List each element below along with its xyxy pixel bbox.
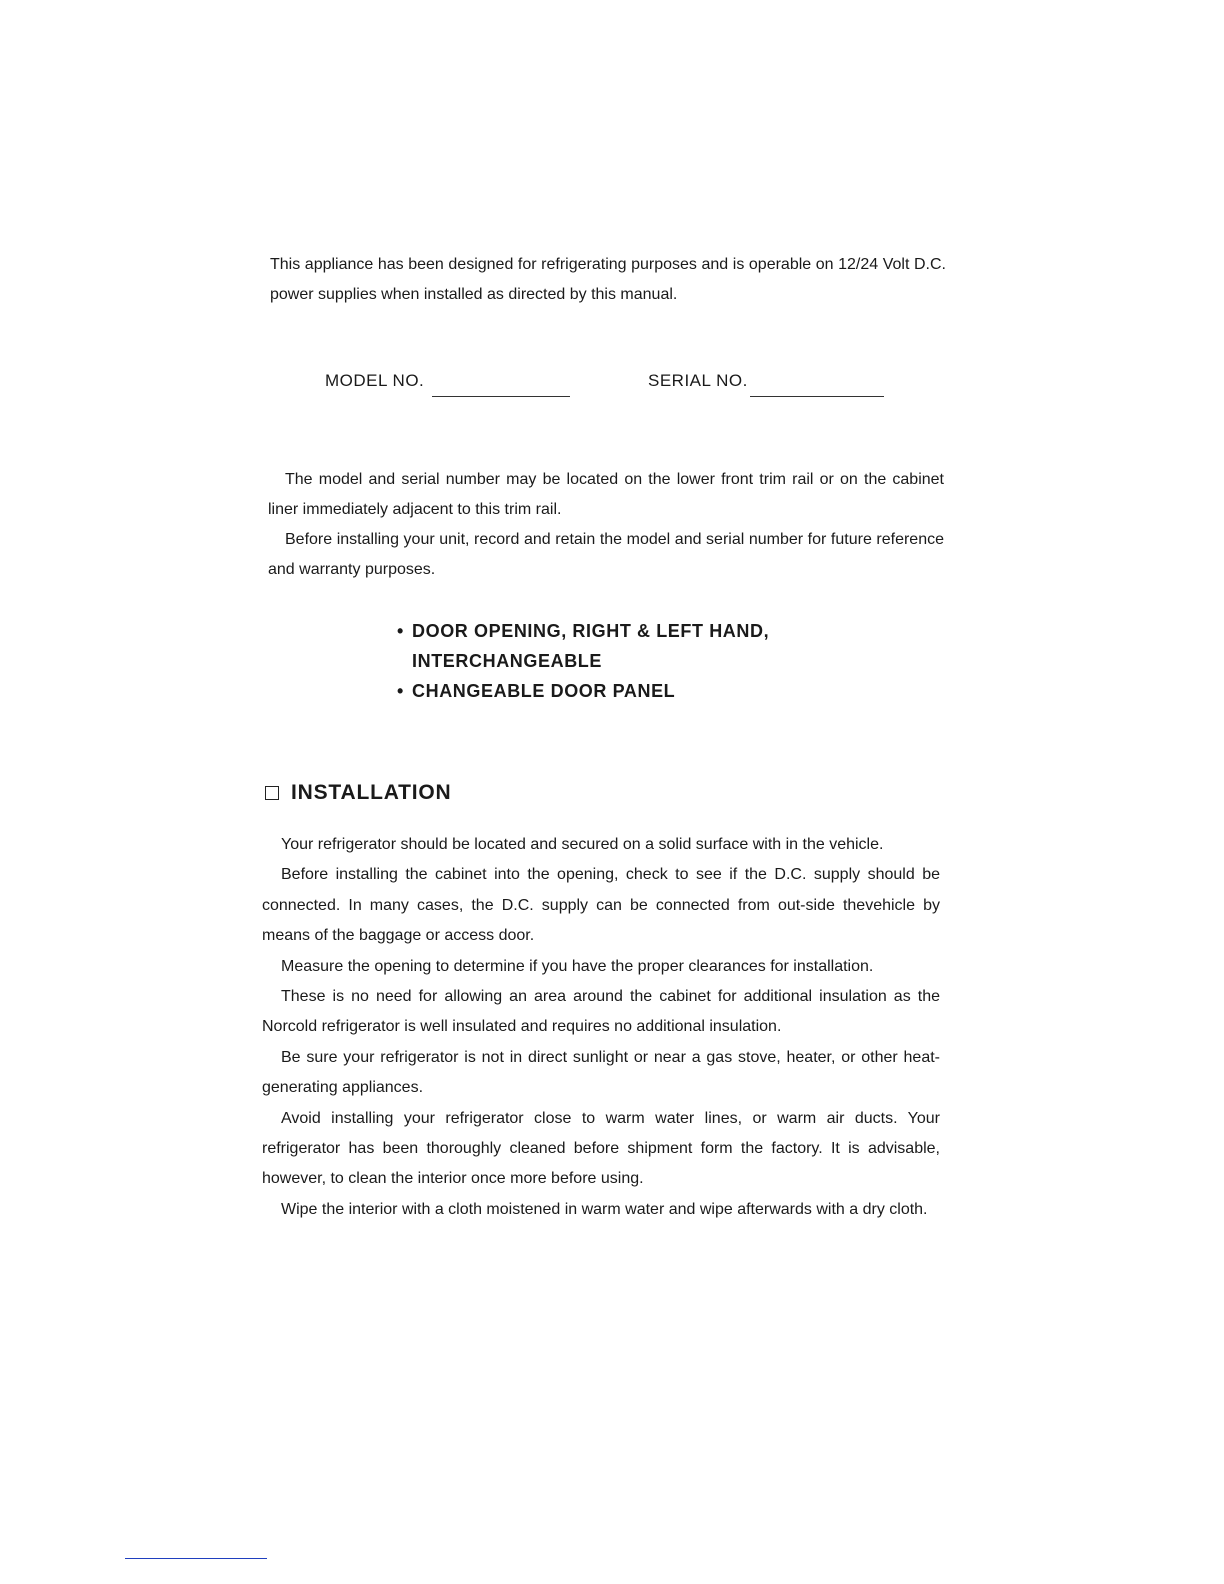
installation-paragraph: Measure the opening to determine if you have the proper clearances for installation.	[281, 957, 874, 975]
checkbox-square-icon	[265, 786, 279, 800]
bullet-icon: •	[397, 621, 404, 641]
serial-number-blank	[750, 376, 884, 397]
serial-number-field	[648, 370, 884, 391]
installation-paragraph: These is no need for allowing an area around the cabinet for additional insulation as the Norcold refrigerator is well insulated and requires no additional insulation.	[262, 988, 940, 1036]
location-paragraph: Before installing your unit, record and retain the model and serial number for future reference and warranty purposes.	[268, 531, 944, 578]
footnote-divider	[125, 1558, 267, 1559]
identification-fields	[325, 370, 925, 406]
feature-item	[397, 676, 812, 706]
installation-section	[262, 830, 940, 1225]
bullet-icon: •	[397, 681, 404, 701]
feature-text: CHANGEABLE DOOR PANEL	[412, 681, 676, 701]
model-number-blank	[432, 376, 570, 397]
feature-item	[397, 616, 812, 676]
section-heading	[265, 781, 451, 805]
intro-paragraph: This appliance has been designed for refrigerating purposes and is operable on 12/24 Volt D.C. power supplies when installed as directed by this manual.	[270, 256, 946, 303]
installation-paragraph: Your refrigerator should be located and secured on a solid surface with in the vehicle.	[281, 836, 884, 853]
serial-number-label: SERIAL NO.	[648, 371, 748, 390]
location-paragraph: The model and serial number may be located on the lower front trim rail or on the cabinet liner immediately adjacent to this trim rail.	[268, 471, 944, 518]
feature-list	[397, 616, 812, 706]
location-section	[268, 465, 944, 585]
installation-paragraph: Be sure your refrigerator is not in direct sunlight or near a gas stove, heater, or other heat-generating appliances.	[262, 1048, 940, 1097]
installation-paragraph: Avoid installing your refrigerator close to warm water lines, or warm air ducts. Your refrigerator has been thoroughly cleaned before shipment form the factory. It is advisable, however, to clean the interior once more before using.	[262, 1109, 940, 1188]
feature-text: DOOR OPENING, RIGHT & LEFT HAND, INTERCHANGEABLE	[412, 621, 770, 671]
installation-paragraph: Before installing the cabinet into the opening, check to see if the D.C. supply should be connected. In many cases, the D.C. supply can be connected from out-side thevehicle by means of the baggage or access door.	[262, 866, 940, 945]
installation-paragraph: Wipe the interior with a cloth moistened in warm water and wipe afterwards with a dry cloth.	[281, 1200, 928, 1218]
section-heading-text: INSTALLATION	[291, 781, 452, 804]
model-number-field	[325, 370, 570, 391]
intro-section	[270, 250, 946, 310]
model-number-label: MODEL NO.	[325, 371, 425, 390]
